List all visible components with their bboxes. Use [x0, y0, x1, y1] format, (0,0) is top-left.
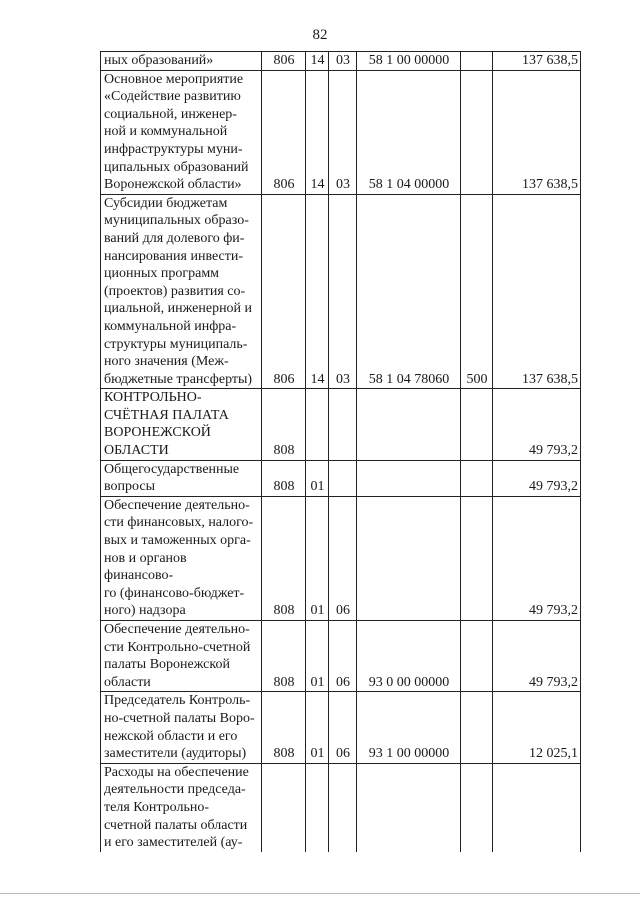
expense-type-cell	[461, 763, 493, 851]
item-name-cell	[101, 621, 262, 692]
expense-type-cell	[461, 52, 493, 71]
table-row	[101, 460, 581, 496]
section-cell: 14	[306, 70, 329, 194]
table-body	[101, 52, 581, 852]
table-row	[101, 52, 581, 71]
target-article-cell	[357, 763, 461, 851]
item-name: Субсидии бюджетам муниципальных образо- ваний для долевого фи- нансирования инвести- ционных программ (проектов) развития со- циальной, инженерной и коммунальной инфра- структуры муниципаль- ного значения (Меж- бюджетные трансферты)	[104, 195, 253, 387]
target-article-cell: 58 1 04 00000	[357, 70, 461, 194]
expense-type-cell	[461, 692, 493, 763]
section-cell: 01	[306, 621, 329, 692]
item-name-cell	[101, 70, 262, 194]
amount-cell: 137 638,5	[493, 194, 581, 389]
item-name: Расходы на обеспечение деятельности председа- теля Контрольно- счетной палаты области и его заместителей (ау-	[104, 764, 249, 851]
item-name-cell	[101, 496, 262, 620]
amount-cell: 137 638,5	[493, 52, 581, 71]
grbs-cell: 808	[262, 692, 306, 763]
amount-cell: 137 638,5	[493, 70, 581, 194]
target-article-cell: 58 1 00 00000	[357, 52, 461, 71]
expense-type-cell	[461, 460, 493, 496]
subsection-cell: 06	[329, 496, 357, 620]
expense-type-cell	[461, 621, 493, 692]
target-article-cell	[357, 496, 461, 620]
table-row	[101, 389, 581, 460]
section-cell: 01	[306, 496, 329, 620]
amount-cell: 49 793,2	[493, 460, 581, 496]
grbs-cell: 808	[262, 621, 306, 692]
grbs-cell: 808	[262, 496, 306, 620]
item-name-cell	[101, 389, 262, 460]
subsection-cell: 06	[329, 621, 357, 692]
section-cell	[306, 763, 329, 851]
target-article-cell: 93 0 00 00000	[357, 621, 461, 692]
subsection-cell: 03	[329, 194, 357, 389]
amount-cell: 49 793,2	[493, 389, 581, 460]
amount-cell: 49 793,2	[493, 496, 581, 620]
expense-type-cell	[461, 70, 493, 194]
section-cell: 01	[306, 460, 329, 496]
subsection-cell	[329, 763, 357, 851]
grbs-cell: 806	[262, 52, 306, 71]
subsection-cell	[329, 460, 357, 496]
table-row	[101, 692, 581, 763]
expense-type-cell: 500	[461, 194, 493, 389]
grbs-cell	[262, 763, 306, 851]
table-row	[101, 496, 581, 620]
amount-cell: 12 025,1	[493, 692, 581, 763]
item-name: Обеспечение деятельно- сти финансовых, налого- вых и таможенных орга- нов и органов финансово- го (финансово-бюджет- ного) надзора	[104, 497, 254, 619]
subsection-cell	[329, 389, 357, 460]
table-row	[101, 621, 581, 692]
page-number: 82	[312, 27, 328, 43]
section-cell: 01	[306, 692, 329, 763]
target-article-cell: 93 1 00 00000	[357, 692, 461, 763]
target-article-cell: 58 1 04 78060	[357, 194, 461, 389]
expense-type-cell	[461, 496, 493, 620]
item-name: Основное мероприятие «Содействие развитию социальной, инженер- ной и коммунальной инфраструктуры муни- ципальных образований Воронежской области»	[104, 71, 249, 193]
item-name-cell	[101, 194, 262, 389]
budget-table	[100, 51, 581, 852]
item-name: КОНТРОЛЬНО- СЧЁТНАЯ ПАЛАТА ВОРОНЕЖСКОЙ ОБЛАСТИ	[104, 390, 229, 459]
page-bottom-edge	[0, 893, 640, 894]
section-cell: 14	[306, 52, 329, 71]
item-name-cell	[101, 460, 262, 496]
item-name: Обеспечение деятельно- сти Контрольно-счетной палаты Воронежской области	[104, 622, 251, 690]
amount-cell: 49 793,2	[493, 621, 581, 692]
table-row	[101, 194, 581, 389]
subsection-cell: 06	[329, 692, 357, 763]
amount-cell	[493, 763, 581, 851]
grbs-cell: 808	[262, 389, 306, 460]
item-name: ных образований»	[104, 53, 214, 68]
item-name-cell	[101, 692, 262, 763]
item-name-cell	[101, 52, 262, 71]
item-name: Общегосударственные вопросы	[104, 461, 240, 495]
item-name: Председатель Контроль- но-счетной палаты Воро- нежской области и его заместители (аудиторы)	[104, 693, 255, 762]
grbs-cell: 806	[262, 70, 306, 194]
section-cell: 14	[306, 194, 329, 389]
target-article-cell	[357, 460, 461, 496]
section-cell	[306, 389, 329, 460]
table-row	[101, 763, 581, 851]
target-article-cell	[357, 389, 461, 460]
grbs-cell: 808	[262, 460, 306, 496]
subsection-cell: 03	[329, 70, 357, 194]
subsection-cell: 03	[329, 52, 357, 71]
grbs-cell: 806	[262, 194, 306, 389]
item-name-cell	[101, 763, 262, 851]
table-row	[101, 70, 581, 194]
expense-type-cell	[461, 389, 493, 460]
